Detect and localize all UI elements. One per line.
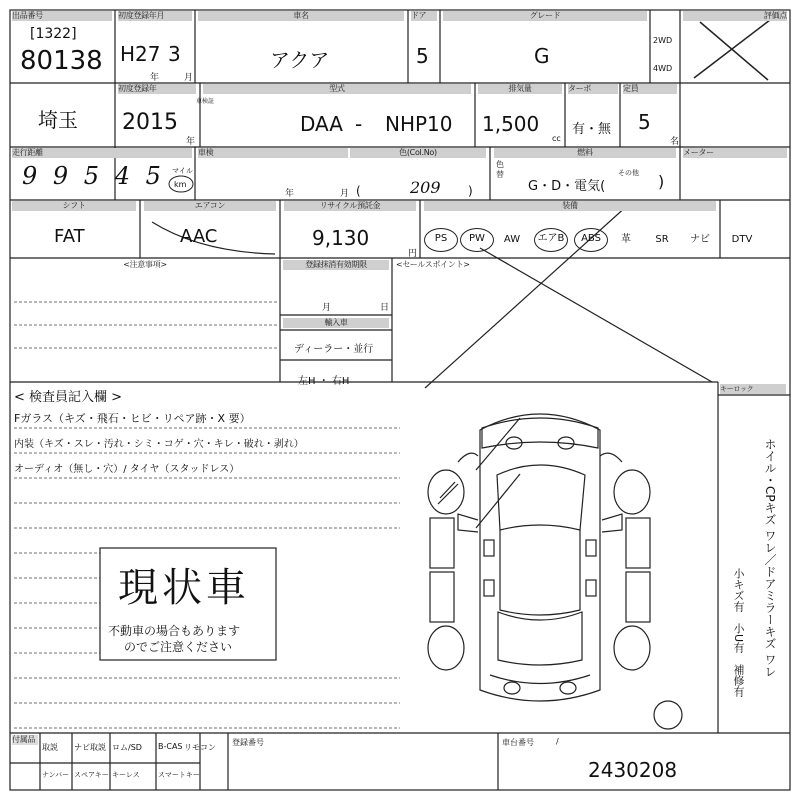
vertical-note-legend: 小キズ有 小U有 補修有 [732, 568, 745, 698]
inspector-title: < 検査員記入欄 > [14, 390, 123, 405]
footer-item2-0: ナンバー [42, 771, 70, 779]
turbo-option: 有・無 [572, 122, 612, 137]
notes-label: <注意事項> [123, 260, 167, 269]
sales-point-label: <セールスポイント> [396, 260, 470, 269]
header-car-name-label: 車名 [198, 11, 404, 21]
model-prefix: DAA [300, 112, 343, 136]
header-aircon-label: エアコン [144, 201, 276, 211]
header-fuel-label: 燃料 [494, 148, 676, 158]
entry-number: 80138 [20, 46, 103, 76]
footer-item2-1: スペアキー [74, 771, 109, 779]
drive-4wd: 4WD [653, 64, 673, 73]
equipment-sr: SR [655, 234, 669, 245]
model-dash: - [355, 112, 363, 136]
footer-item2-2: キーレス [112, 771, 140, 779]
stamp-line1: 不動車の場合もあります [108, 624, 241, 638]
spec-note: 車検証 [196, 98, 215, 105]
header-meter-label: メーター [683, 148, 787, 158]
reg-day-unit: 日 [380, 303, 390, 313]
month-unit: 月 [184, 73, 194, 83]
seats-unit: 名 [670, 137, 680, 147]
first-reg-year: 2015 [122, 110, 178, 135]
footer-item-2: ロム/SD [112, 743, 142, 752]
seat-count: 5 [638, 110, 651, 134]
equipment-aw: AW [503, 234, 521, 245]
fuel-close: ) [658, 172, 665, 191]
footer-item-1: ナビ取説 [74, 743, 106, 752]
equipment-革: 革 [621, 234, 631, 245]
header-score-label: 評価点 [683, 11, 787, 21]
era-year: H27 [120, 42, 161, 66]
header-equipment-label: 装備 [424, 201, 716, 211]
header-inspection-label: 車検 [198, 148, 348, 158]
door-count: 5 [416, 44, 429, 68]
header-spec-label: 型式 [203, 84, 471, 94]
footer-item-0: 取説 [42, 743, 58, 752]
footer-item-3: B-CAS [158, 742, 183, 751]
equipment-pw: PW [460, 228, 494, 252]
reg-expiry-label: 登録抹消有効期限 [283, 260, 389, 270]
vertical-note-wheels: ホイル・CPキズ ワレ／ドアミラーキズ ワレ [763, 438, 777, 678]
import-label: 輸入車 [283, 318, 389, 328]
inspection-month-unit: 月 [340, 189, 350, 199]
inspection-year-unit: 年 [285, 189, 295, 199]
chassis-label: 車台番号 [502, 738, 534, 747]
header-seats-label: 定員 [623, 84, 677, 94]
recycle-unit: 円 [408, 249, 418, 259]
chassis-slash: / [556, 737, 559, 746]
year-unit: 年 [150, 73, 160, 83]
aircon-value: AAC [180, 226, 218, 247]
chassis-number: 2430208 [588, 758, 678, 782]
fuel-other-label: その他 [618, 169, 639, 177]
header-year-label: 初度登録年月 [118, 11, 192, 21]
header-turbo-label: ターボ [568, 84, 618, 94]
mileage-handwritten: 9 9 5 4 5 [22, 162, 165, 190]
reg-month: 3 [168, 42, 181, 66]
mileage-mile: マイル [172, 167, 193, 175]
first-reg-year-unit: 年 [186, 137, 196, 147]
model-code: NHP10 [385, 112, 453, 136]
car-name: アクア [270, 48, 330, 72]
header-displacement-label: 排気量 [478, 84, 562, 94]
region: 埼玉 [38, 108, 78, 132]
drive-2wd: 2WD [653, 36, 673, 45]
equipment-dtv: DTV [731, 234, 753, 245]
equipment-ps: PS [424, 228, 458, 252]
footer-item-4: リモコン [184, 743, 216, 752]
registration-label: 登録番号 [232, 738, 264, 747]
color-code: 209 [410, 178, 441, 197]
stamp-line2: のでご注意ください [124, 640, 233, 654]
reg-month-unit: 月 [322, 303, 332, 313]
color-paren-open: ( [356, 184, 361, 198]
car-diagram [428, 414, 682, 729]
header-recycle-label: リサイクル預託金 [284, 201, 416, 211]
equipment-ナビ: ナビ [690, 234, 710, 245]
fuel-options: G・D・電気( [528, 179, 606, 194]
footer-side-label: 付属品 [12, 735, 38, 745]
header-shift-label: シフト [12, 201, 136, 211]
equipment-エアb: エアB [534, 228, 568, 252]
dealer-option: ディーラー・並行 [294, 344, 374, 355]
header-doors-label: ドア [411, 11, 437, 21]
lot-number: [1322] [30, 26, 77, 42]
stamp-title: 現状車 [118, 565, 250, 611]
header-lot-label: 出品番号 [12, 11, 112, 21]
color-paren-close: ) [468, 184, 473, 198]
header-grade-label: グレード [443, 11, 647, 21]
grade-value: G [534, 44, 550, 68]
shift-value: FAT [54, 226, 85, 247]
inspector-audio: オーディオ（無し・穴）/ タイヤ（スタッドレス） [14, 464, 240, 475]
inspector-fglass: Fガラス（キズ・飛石・ヒビ・リペア跡・X 要） [14, 412, 251, 425]
footer-item2-3: スマートキー [158, 771, 200, 779]
displacement: 1,500 [482, 112, 540, 136]
key-lock-tag: キーロック [720, 384, 786, 394]
displacement-unit: cc [552, 134, 561, 143]
header-first-reg-label: 初度登録年 [118, 84, 196, 94]
header-mileage-label: 走行距離 [12, 148, 192, 158]
mileage-km: km [174, 180, 187, 189]
recycle-fee: 9,130 [312, 226, 370, 250]
equipment-abs: ABS [574, 228, 608, 252]
handle-option: 左H ・ 右H [298, 376, 350, 387]
color-change-label: 色替 [496, 160, 504, 179]
header-color-label: 色(Col.No) [350, 148, 486, 158]
inspector-interior: 内装（キズ・スレ・汚れ・シミ・コゲ・穴・キレ・破れ・剥れ） [14, 439, 304, 450]
